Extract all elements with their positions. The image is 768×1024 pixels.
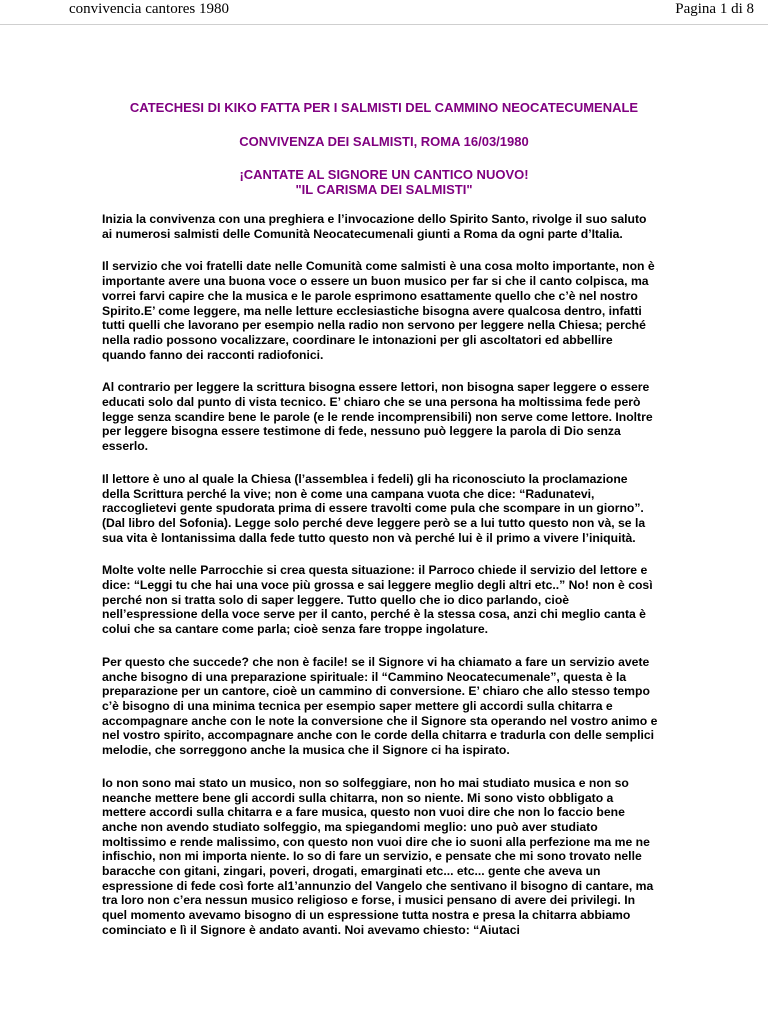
paragraph: Io non sono mai stato un musico, non so solfeggiare, non ho mai studiato musica e non so neanche mettere bene gli accordi sulla chitarra, non so niente. Mi sono visto obbligato a mettere accordi sulla chitarra e a fare musica, questo non vuoi dire che non lo faccio bene anche non avendo studiato solfeggio, ma spiegandomi meglio: uno può aver studiato moltissimo e rende malissimo, con questo non vuoi dire che io suoni alla perfezione ma me ne infischio, non mi importa niente. Io so di fare un servizio, e pensate che mi sono trovato nelle baracche con gitani, zingari, poveri, drogati, emarginati etc... etc... gente che aveva un espressione di fede così forte al1’annunzio del Vangelo che sentivano il bisogno di cantare, ma tra loro non c’era nessun musico religioso e forse, i musici pensano di avere dei privilegi. In quel momento avevamo bisogno di un espressione tutta nostra e presa la chitarra abbiamo cominciato e lì il Signore è andato avanti. Noi avevamo chiesto: “Aiutaci — [102, 775, 654, 937]
document-body — [102, 212, 658, 956]
heading-convivenza: CONVIVENZA DEI SALMISTI, ROMA 16/03/1980 — [239, 134, 529, 149]
paragraph: Molte volte nelle Parrocchie si crea questa situazione: il Parroco chiede il servizio del lettore e dice: “Leggi tu che hai una voce più grossa e sai leggere meglio degli altri etc..” No! non è così perché non si tratta solo di saper leggere. Tutto quello che io dico parlando, cioè nell’espressione della voce serve per il canto, perché è la stessa cosa, anzi chi meglio canta è colui che sa cantare come parla; cioè senza fare troppe ingolature. — [102, 563, 653, 637]
document-title: convivencia cantores 1980 — [69, 1, 229, 17]
heading-cantate — [0, 167, 768, 197]
paragraph: Il lettore è uno al quale la Chiesa (l’assemblea i fedeli) gli ha riconosciuto la proclamazione della Scrittura perché la vive; non è come una campana vuota che dice: “Radunatevi, raccoglietevi gente spudorata prima di essere travolti come pula che scompare in un giorno”. (Dal libro del Sofonia). Legge solo perché deve leggere però se a lui tutto questo non và, se la sua vita è lontanissima dalla fede tutto questo non và perché lui è il primo a vivere l’iniquità. — [102, 471, 646, 545]
header-divider — [0, 24, 768, 25]
paragraph: Per questo che succede? che non è facile! se il Signore vi ha chiamato a fare un servizio avete anche bisogno di una preparazione spirituale: il “Cammino Neocatecumenale”, questa è la preparazione per un cantore, cioè un cammino di conversione. E’ chiaro che allo stesso tempo c’è bisogno di una minima tecnica per esempio saper mettere gli accordi sulla chitarra e accompagnare anche con le note la conversione che il Signore sta operando nel vostro animo e nel vostro spirito, accompagnare anche con le corde della chitarra e tradurla con delle semplici melodie, che sorreggono anche la musica che il Signore ci ha ispirato. — [102, 654, 658, 758]
paragraph: Il servizio che voi fratelli date nelle Comunità come salmisti è una cosa molto importante, non è importante avere una buona voce o essere un buon musico per far si che il canto colpisca, ma vorrei farvi capire che la musica e le parole esprimono esattamente quello che c’è nel nostro Spirito.E’ come leggere, ma nelle letture ecclesiastiche bisogna avere qualcosa dentro, infatti tutti quelli che lavorano per esempio nella radio non servono per leggere nella Chiesa; perché nella radio possono vocalizzare, coordinare le intonazioni per gli ascoltatori ed abbellire quando fanno dei racconti radiofonici. — [102, 259, 655, 362]
paragraph: Al contrario per leggere la scrittura bisogna essere lettori, non bisogna saper leggere o essere educati solo dal punto di vista tecnico. E’ chiaro che se una persona ha moltissima fede però legge senza scandire bene le parole (e le rende incomprensibili) non serve come lettore. Inoltre per leggere bisogna essere testimone di fede, nessuno può leggere la parola di Dio senza esserlo. — [102, 380, 653, 454]
heading-cantate-line1: ¡CANTATE AL SIGNORE UN CANTICO NUOVO! — [239, 167, 529, 182]
page-header — [0, 0, 768, 22]
paragraph: Inizia la convivenza con una preghiera e l’invocazione dello Spirito Santo, rivolge il suo saluto ai numerosi salmisti delle Comunità Neocatecumenali giunti a Roma da ogni parte d’Italia. — [102, 212, 647, 241]
page-indicator: Pagina 1 di 8 — [675, 1, 754, 17]
heading-catechesis: CATECHESI DI KIKO FATTA PER I SALMISTI DEL CAMMINO NEOCATECUMENALE — [129, 100, 639, 115]
heading-cantate-line2: "IL CARISMA DEI SALMISTI" — [295, 182, 473, 197]
